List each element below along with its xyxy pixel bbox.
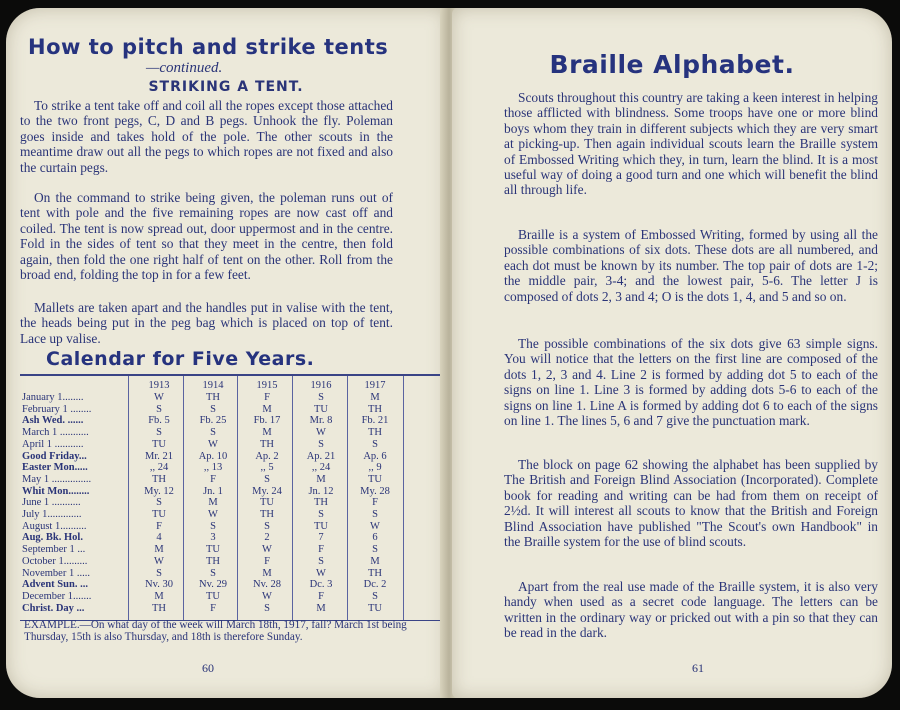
calendar-row (20, 451, 440, 463)
calendar-cell: TU (206, 544, 220, 556)
calendar-cell: S (156, 403, 162, 415)
calendar-cell: TH (314, 497, 328, 509)
calendar-cell: S (372, 509, 378, 520)
calendar-cell: TH (368, 403, 382, 415)
right-page-title: Braille Alphabet. (549, 50, 795, 79)
calendar-year-header: 1917 (364, 380, 386, 391)
calendar-row-label: November 1 ..... (22, 567, 90, 579)
left-paragraph-3: Mallets are taken apart and the handles put in valise with the tent, the heads being put in the peg bag which is placed on top of tent. Lace up valise. (20, 300, 393, 346)
calendar-row (20, 439, 440, 451)
calendar-cell: Jn. 1 (203, 485, 223, 497)
calendar-cell: F (210, 602, 216, 614)
calendar-row-label: Aug. Bk. Hol. (22, 532, 83, 544)
calendar-cell: Ap. 6 (363, 450, 387, 462)
calendar-cell: S (318, 509, 324, 520)
calendar-row (20, 404, 440, 416)
calendar-cell: Nv. 28 (253, 579, 281, 591)
calendar-cell: 3 (210, 532, 216, 544)
calendar-cell: TU (206, 590, 220, 602)
calendar-cell: TH (368, 567, 382, 579)
calendar-cell: S (210, 403, 216, 415)
calendar-cell: W (154, 392, 164, 403)
calendar-row (20, 591, 440, 603)
calendar-row-label: June 1 ........... (22, 497, 81, 509)
calendar-cell: M (370, 555, 380, 567)
calendar-table (20, 374, 440, 621)
calendar-row-label: Advent Sun. ... (22, 579, 88, 591)
calendar-cell: S (264, 520, 270, 532)
calendar-cell: W (208, 509, 218, 520)
calendar-cell: My. 28 (360, 485, 390, 497)
calendar-row-label: March 1 ........... (22, 427, 89, 439)
calendar-row (20, 427, 440, 439)
calendar-cell: TH (260, 509, 274, 520)
calendar-cell: M (262, 427, 272, 439)
calendar-cell: Nv. 29 (199, 579, 227, 591)
calendar-row (20, 509, 440, 521)
calendar-year-header: 1915 (256, 380, 278, 391)
calendar-row (20, 415, 440, 427)
calendar-cell: F (318, 590, 324, 602)
calendar-cell: F (264, 555, 270, 567)
calendar-cell: Mr. 21 (144, 450, 173, 462)
calendar-cell: 6 (372, 532, 378, 544)
calendar-cell: Ap. 2 (255, 450, 279, 462)
right-paragraph-1: Scouts throughout this country are taking a keen interest in helping those afflicted with blindness. Some troops have one or more blind boys whom they train in different subjects which they are very smart at picking-up. Then again individual scouts learn the Braille system of Embossed Writing which they, in turn, learn the blind. It is a most useful way of doing a good turn and one which will benefit the blind all through life. (504, 90, 878, 198)
calendar-row-label: Good Friday... (22, 450, 87, 462)
calendar-row (20, 462, 440, 474)
calendar-cell: TH (206, 392, 220, 403)
calendar-cell: ,, 5 (260, 462, 274, 474)
calendar-row (20, 486, 440, 498)
calendar-cell: Ap. 21 (306, 450, 336, 462)
calendar-cell: S (264, 473, 270, 485)
calendar-cell: ,, 24 (311, 462, 331, 474)
calendar-cell: ,, 13 (203, 462, 223, 474)
calendar-row-label: January 1........ (22, 392, 84, 403)
calendar-cell: W (208, 438, 218, 450)
calendar-cell: M (262, 403, 272, 415)
calendar-cell: TU (314, 520, 328, 532)
calendar-cell: M (154, 544, 164, 556)
calendar-cell: TU (368, 473, 382, 485)
calendar-cell: W (262, 544, 272, 556)
right-paragraph-4: The block on page 62 showing the alphabet has been supplied by The British and Foreign Blind Association (Incorporated). Complete book for reading and writing can be had from them on receipt of 2½d. It will interest all scouts to know that the British and Foreign Blind Association have published "The Scout's own Handbook" in the Braille system for the use of blind scouts. (504, 457, 878, 550)
calendar-row-label: October 1......... (22, 555, 88, 567)
right-paragraph-3: The possible combinations of the six dots give 63 simple signs. You will notice that the letters on the first line are composed of the dots 1, 2, 3 and 4. Line 2 is formed by adding dot 5 to each of the signs on line 1. Line 3 is formed by adding dots 5-6 to each of the signs on line 1. Line A is formed by adding dot 6 to each of the signs on line 1. The lines 5, 6 and 7 give the punctuation mark. (504, 336, 878, 429)
calendar-cell: TH (260, 438, 274, 450)
calendar-cell: M (208, 497, 218, 509)
calendar-row (20, 474, 440, 486)
calendar-cell: Mr. 8 (309, 415, 333, 427)
calendar-row (20, 521, 440, 533)
calendar-cell: W (154, 555, 164, 567)
continued-label: —continued. (146, 60, 223, 76)
calendar-cell: Fb. 25 (199, 415, 227, 427)
calendar-year-header: 1914 (202, 380, 224, 391)
calendar-row-label: August 1.......... (22, 520, 87, 532)
calendar-cell: 2 (264, 532, 270, 544)
left-page (6, 8, 446, 698)
calendar-cell: S (156, 497, 162, 509)
calendar-cell: Fb. 21 (361, 415, 389, 427)
calendar-row (20, 544, 440, 556)
right-page (452, 8, 892, 698)
calendar-row-label: May 1 ............... (22, 473, 92, 485)
calendar-cell: 7 (318, 532, 324, 544)
calendar-row (20, 603, 440, 615)
calendar-cell: M (316, 602, 326, 614)
right-page-number: 61 (692, 661, 704, 675)
calendar-cell: W (316, 567, 326, 579)
left-paragraph-2: On the command to strike being given, the poleman runs out of tent with pole and the five remaining ropes are now cast off and coiled. The tent is now spread out, door uppermost and in the centre. Fold in the sides of tent so that they meet in the centre, then fold again, then fold the one right half of tent on the other. Roll from the broad end, folding the top in for a few feet. (20, 190, 393, 283)
calendar-cell: ,, 24 (149, 462, 169, 474)
calendar-cell: S (372, 544, 378, 556)
calendar-cell: S (264, 602, 270, 614)
calendar-row (20, 556, 440, 568)
calendar-cell: Fb. 5 (148, 415, 170, 427)
calendar-row-label: Easter Mon..... (22, 462, 88, 474)
calendar-row (20, 579, 440, 591)
calendar-cell: M (154, 590, 164, 602)
calendar-cell: TU (152, 438, 166, 450)
calendar-cell: TU (314, 403, 328, 415)
calendar-cell: My. 24 (252, 485, 282, 497)
calendar-cell: Fb. 17 (253, 415, 281, 427)
calendar-year-header: 1913 (148, 380, 170, 391)
left-page-number: 60 (202, 661, 214, 675)
calendar-cell: F (264, 392, 270, 403)
calendar-cell: F (210, 473, 216, 485)
calendar-cell: W (262, 590, 272, 602)
calendar-example: EXAMPLE.—On what day of the week will March 18th, 1917, fall? March 1st being Thursday, 15th is also Thursday, and 18th is therefore Sunday. (24, 619, 407, 644)
calendar-cell: F (318, 544, 324, 556)
calendar-cell: Jn. 12 (308, 485, 334, 497)
calendar-cell: TU (152, 509, 166, 520)
striking-tent-heading: STRIKING A TENT. (148, 79, 304, 95)
calendar-row-label: Whit Mon........ (22, 485, 90, 497)
calendar-cell: S (318, 438, 324, 450)
calendar-row (20, 392, 440, 404)
calendar-cell: Dc. 3 (309, 579, 333, 591)
calendar-cell: W (370, 520, 380, 532)
calendar-cell: S (318, 555, 324, 567)
calendar-cell: S (210, 567, 216, 579)
calendar-cell: TH (152, 473, 166, 485)
calendar-row-label: Ash Wed. ...... (22, 415, 84, 427)
calendar-cell: S (210, 520, 216, 532)
calendar-row (20, 497, 440, 509)
left-paragraph-1: To strike a tent take off and coil all the ropes except those attached to the two front pegs, C, D and B pegs. Unhook the fly. Poleman goes inside and takes hold of the pole. The other scouts in the meantime draw out all the pegs to which ropes are not fixed and also the curtain pegs. (20, 98, 393, 175)
calendar-cell: S (318, 392, 324, 403)
calendar-cell: TH (152, 602, 166, 614)
calendar-cell: Ap. 10 (198, 450, 228, 462)
left-page-title: How to pitch and strike tents (28, 35, 389, 59)
calendar-cell: W (316, 427, 326, 439)
calendar-cell: M (316, 473, 326, 485)
calendar-row-label: February 1 ........ (22, 403, 92, 415)
calendar-cell: Dc. 2 (363, 579, 387, 591)
calendar-cell: ,, 9 (368, 462, 382, 474)
calendar-cell: TU (368, 602, 382, 614)
calendar-cell: TU (260, 497, 274, 509)
calendar-cell: S (156, 427, 162, 439)
calendar-cell: My. 12 (144, 485, 174, 497)
calendar-cell: Nv. 30 (145, 579, 173, 591)
calendar-row (20, 532, 440, 544)
calendar-cell: F (372, 497, 378, 509)
calendar-cell: S (372, 438, 378, 450)
calendar-cell: M (370, 392, 380, 403)
calendar-row-label: July 1............. (22, 509, 82, 520)
calendar-cell: TH (368, 427, 382, 439)
right-paragraph-2: Braille is a system of Embossed Writing, formed by using all the possible combinations of six dots. These dots are all numbered, and each dot must be known by its number. The top pair of dots are 1-2; the middle pair, 3-4; and the lowest pair, 5-6. The letter J is composed of dots 2, 3 and 4; O is the dots 1, 4, and 5 and so on. (504, 227, 878, 304)
calendar-row-label: December 1....... (22, 590, 92, 602)
calendar-cell: TH (206, 555, 220, 567)
calendar-row-label: April 1 ........... (22, 438, 84, 450)
calendar-row-label: Christ. Day ... (22, 602, 85, 614)
calendar-cell: S (372, 590, 378, 602)
right-paragraph-5: Apart from the real use made of the Braille system, it is also very handy when used as a secret code language. The letters can be written in the ordinary way or pricked out with a pin so that they can be read in the dark. (504, 579, 878, 641)
calendar-row-label: September 1 ... (22, 544, 86, 556)
calendar-year-header: 1916 (310, 380, 332, 391)
calendar-row (20, 568, 440, 580)
calendar-cell: F (156, 520, 162, 532)
calendar-cell: S (210, 427, 216, 439)
calendar-cell: 4 (156, 532, 162, 544)
calendar-title: Calendar for Five Years. (46, 348, 315, 370)
calendar-cell: S (156, 567, 162, 579)
calendar-cell: M (262, 567, 272, 579)
